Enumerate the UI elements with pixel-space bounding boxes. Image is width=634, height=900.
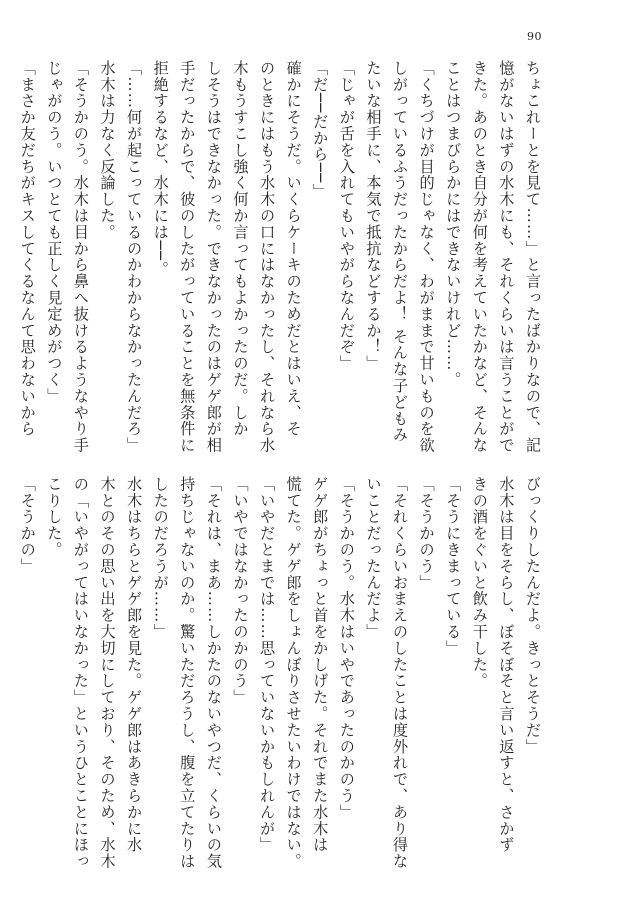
text-line: びっくりしたんだよ。きっとそうだ」 <box>524 476 542 755</box>
text-line: 憶がないはずの水木にも、それくらいは言うことがで <box>497 60 516 454</box>
text-line: 「じゃが舌を入れてもいやがらなんだぞ」 <box>337 60 356 372</box>
text-line: 「そうかのう。水木はいやであったのかのう」 <box>337 476 356 821</box>
text-line: 「そうかの」 <box>18 476 37 575</box>
text-line: 慌てた。ゲゲ郎をしょんぼりさせたいわけではない。 <box>284 476 303 870</box>
text-line: 「……何が起こっているのかわからなかったんだろ」 <box>125 60 144 454</box>
text-line: 持ちじゃないのか。驚いただろうし、腹を立てたりは <box>178 476 197 870</box>
text-line: 「そうにきまっている」 <box>444 476 463 657</box>
text-line: ことはつまびらかにはできないけれど……。 <box>444 60 463 388</box>
text-line: ゲゲ郎がちょっと首をかしげた。それでまた水木は <box>311 476 330 854</box>
text-line: 「まさか友だちがキスしてくるなんて思わないから <box>18 60 37 438</box>
text-line: じゃがのう。いつとても正しく見定めがつく」 <box>45 60 64 405</box>
text-line: 水木は目をそらし、ぼそぼそと言い返すと、さかず <box>497 476 516 854</box>
text-line: 「そうかのう。水木は目から鼻へ抜けるようなやり手 <box>71 60 90 454</box>
text-line: こりした。 <box>45 476 64 558</box>
text-line: 「いやだとまでは……思っていないかもしれんが」 <box>258 476 277 854</box>
text-line: しそうはできなかった。できなかったのはゲゲ郎が相 <box>204 60 223 454</box>
text-line: 「それくらいおまえのしたことは度外れで、あり得な <box>391 476 410 870</box>
text-line: 確かにそうだ。いくらケーキのためだとはいえ、そ <box>284 60 303 438</box>
text-line: ちょこれーとを見て……」と言ったばかりなので、記 <box>524 60 542 454</box>
text-line: の「いやがってはいなかった」というひとことにほっ <box>71 476 90 870</box>
text-line: 木もうすこし強く何か言ってもよかったのだ。しか <box>231 60 250 438</box>
text-line: しがっているふうだったからだよ！ そんな子どもみ <box>391 60 410 444</box>
text-line: 「それは、まあ……しかたのないやつだ、くらいの気 <box>204 476 223 870</box>
text-line: 木とのその思い出を大切にしており、そのため、水木 <box>98 476 117 870</box>
text-line: たいな相手に、本気で抵抗などするか！」 <box>364 60 383 372</box>
text-line: きた。あのとき自分が何を考えていたかなど、そんな <box>470 60 489 454</box>
text-line: のときにはもう水木の口にはなかったし、それなら水 <box>258 60 277 454</box>
text-line: 手だったからで、彼のしたがっていることを無条件に <box>178 60 197 454</box>
text-line: 拒絶するなど、水木には──。 <box>151 60 170 278</box>
page-number: 90 <box>527 30 542 43</box>
text-line: 「いやではなかったのかのう」 <box>231 476 250 706</box>
text-line: きの酒をぐいと飲み干した。 <box>470 476 489 690</box>
text-line: 「そうかのう」 <box>417 476 436 591</box>
top-text-block <box>18 60 546 454</box>
bottom-text-block <box>18 476 546 870</box>
text-line: 水木はちらとゲゲ郎を見た。ゲゲ郎はあきらかに水 <box>125 476 144 854</box>
text-line: 「だ──だから──」 <box>311 60 330 200</box>
text-line: 「くちづけが目的じゃなく、わがままで甘いものを欲 <box>417 60 436 454</box>
text-line: したのだろうが……」 <box>151 476 170 640</box>
text-line: 水木は力なく反論した。 <box>98 60 117 241</box>
text-line: いことだったんだよ」 <box>364 476 383 640</box>
